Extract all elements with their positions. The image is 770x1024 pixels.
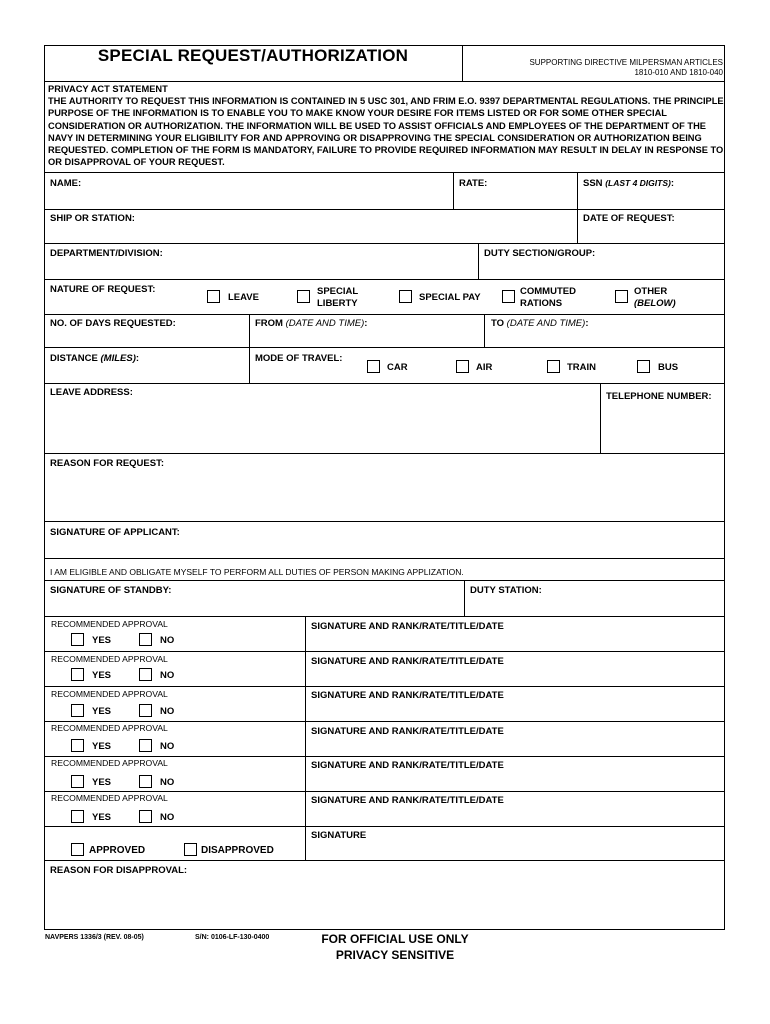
no-checkbox[interactable]: [139, 704, 152, 717]
yes-checkbox[interactable]: [71, 704, 84, 717]
to-note: (DATE AND TIME): [506, 318, 586, 329]
signature-rank-field[interactable]: SIGNATURE AND RANK/RATE/TITLE/DATE: [311, 760, 504, 771]
to-field[interactable]: [491, 318, 588, 329]
stock-number: S/N: 0106-LF-130-0400: [195, 934, 270, 941]
form-number: NAVPERS 1336/3 (REV. 08-05): [45, 934, 144, 941]
disapproved-label: DISAPPROVED: [201, 845, 274, 856]
directive-line-1: SUPPORTING DIRECTIVE MILPERSMAN ARTICLES: [529, 58, 723, 67]
form-border-right: [724, 45, 725, 930]
reason-for-disapproval-field[interactable]: REASON FOR DISAPPROVAL:: [50, 865, 188, 876]
official-use-notice: FOR OFFICIAL USE ONLY: [321, 932, 469, 946]
train-checkbox[interactable]: [547, 360, 560, 373]
signature-rank-field[interactable]: SIGNATURE AND RANK/RATE/TITLE/DATE: [311, 656, 504, 667]
directive-line-2: 1810-010 AND 1810-040: [634, 68, 723, 77]
commuted-label: COMMUTED: [520, 286, 576, 297]
name-field[interactable]: NAME:: [50, 178, 82, 189]
no-label: NO: [160, 812, 175, 823]
no-label: NO: [160, 741, 175, 752]
from-label: FROM: [255, 318, 283, 329]
from-note: (DATE AND TIME): [285, 318, 365, 329]
ssn-field[interactable]: [583, 178, 674, 189]
leave-label: LEAVE: [228, 292, 259, 303]
yes-checkbox[interactable]: [71, 739, 84, 752]
distance-colon: :: [135, 353, 140, 364]
no-label: NO: [160, 635, 175, 646]
form-title: SPECIAL REQUEST/AUTHORIZATION: [97, 46, 409, 65]
ssn-colon: :: [670, 178, 674, 189]
privacy-sensitive-notice: PRIVACY SENSITIVE: [335, 948, 455, 962]
no-label: NO: [160, 706, 175, 717]
yes-label: YES: [92, 777, 112, 788]
recommended-approval-label: RECOMMENDED APPROVAL: [51, 654, 168, 664]
special-pay-checkbox[interactable]: [399, 290, 412, 303]
distance-field[interactable]: [50, 353, 139, 364]
special-label: SPECIAL: [317, 286, 359, 297]
special-pay-label: SPECIAL PAY: [419, 292, 481, 303]
signature-rank-field[interactable]: SIGNATURE AND RANK/RATE/TITLE/DATE: [311, 621, 504, 632]
yes-checkbox[interactable]: [71, 668, 84, 681]
no-checkbox[interactable]: [139, 739, 152, 752]
other-label: OTHER: [634, 286, 668, 297]
form-border-left: [44, 45, 45, 930]
from-colon: :: [364, 318, 368, 329]
from-field[interactable]: [255, 318, 367, 329]
liberty-label: LIBERTY: [317, 298, 358, 309]
rations-label: RATIONS: [520, 298, 563, 309]
header-bottom-rule: [44, 81, 725, 82]
signature-rank-field[interactable]: SIGNATURE AND RANK/RATE/TITLE/DATE: [311, 690, 504, 701]
distance-label: DISTANCE: [50, 353, 98, 364]
privacy-body: THE AUTHORITY TO REQUEST THIS INFORMATION IS CONTAINED IN 5 USC 301, AND FRIM E.O. 9397 DEPARTMENTAL REGULATIONS. THE PRINCIPLE PURPOSE OF THE INFORMATION IS TO ENABLE YOU TO MAKE KNOW YOUR DESIRE FOR ITEMS LISTED OR FOR SOME OTHER SPECIAL CONSIDERATION OR AUTHORIZATION. THE INFORMATION WILL BE USED TO ASSIST OFFICIALS AND EMPLOYEES OF THE DEPARTMENT OF THE NAVY IN DETERMINING YOUR ELIGIBILITY FOR AND APPROVING OR DISAPPROVING THE SPECIAL CONSIDERATION OR AUTHORIZATION BEING REQUESTED. COMPLETION OF THE FORM IS MANDATORY, FAILURE TO PROVIDE REQUIRED INFORMATION MAY RESULT IN DELAY IN RESPONSE TO OR DISAPPROVAL OF YOUR REQUEST.: [48, 96, 724, 168]
leave-address-field[interactable]: LEAVE ADDRESS:: [50, 387, 133, 398]
distance-note: (MILES): [100, 353, 136, 364]
no-label: NO: [160, 670, 175, 681]
final-signature-field[interactable]: SIGNATURE: [311, 830, 367, 841]
yes-label: YES: [92, 635, 112, 646]
days-requested-field[interactable]: NO. OF DAYS REQUESTED:: [50, 318, 176, 329]
ship-or-station-field[interactable]: SHIP OR STATION:: [50, 213, 135, 224]
form-border-bottom: [44, 929, 725, 930]
rate-field[interactable]: RATE:: [459, 178, 488, 189]
below-label: (BELOW): [634, 298, 676, 309]
air-label: AIR: [476, 362, 493, 373]
other-checkbox[interactable]: [615, 290, 628, 303]
reason-for-request-field[interactable]: REASON FOR REQUEST:: [50, 458, 165, 469]
bus-label: BUS: [658, 362, 679, 373]
yes-label: YES: [92, 706, 112, 717]
recommended-approval-label: RECOMMENDED APPROVAL: [51, 758, 168, 768]
ssn-note: (LAST 4 DIGITS): [605, 178, 671, 188]
yes-checkbox[interactable]: [71, 810, 84, 823]
signature-rank-field[interactable]: SIGNATURE AND RANK/RATE/TITLE/DATE: [311, 726, 504, 737]
duty-section-group-field[interactable]: DUTY SECTION/GROUP:: [484, 248, 596, 259]
no-checkbox[interactable]: [139, 668, 152, 681]
yes-label: YES: [92, 812, 112, 823]
train-label: TRAIN: [567, 362, 597, 373]
air-checkbox[interactable]: [456, 360, 469, 373]
obligation-statement: I AM ELIGIBLE AND OBLIGATE MYSELF TO PERFORM ALL DUTIES OF PERSON MAKING APPLIZATION.: [50, 567, 464, 577]
recommended-approval-label: RECOMMENDED APPROVAL: [51, 723, 168, 733]
yes-checkbox[interactable]: [71, 633, 84, 646]
yes-label: YES: [92, 670, 112, 681]
department-division-field[interactable]: DEPARTMENT/DIVISION:: [50, 248, 163, 259]
yes-label: YES: [92, 741, 112, 752]
duty-station-field[interactable]: DUTY STATION:: [470, 585, 542, 596]
no-checkbox[interactable]: [139, 775, 152, 788]
bus-checkbox[interactable]: [637, 360, 650, 373]
yes-checkbox[interactable]: [71, 775, 84, 788]
telephone-number-field[interactable]: TELEPHONE NUMBER:: [606, 391, 712, 402]
car-label: CAR: [387, 362, 408, 373]
privacy-act-statement: [48, 83, 728, 168]
ssn-label: SSN: [583, 178, 603, 189]
privacy-heading: PRIVACY ACT STATEMENT: [48, 84, 168, 94]
no-checkbox[interactable]: [139, 810, 152, 823]
disapproved-checkbox[interactable]: [184, 843, 197, 856]
recommended-approval-label: RECOMMENDED APPROVAL: [51, 619, 168, 629]
signature-rank-field[interactable]: SIGNATURE AND RANK/RATE/TITLE/DATE: [311, 795, 504, 806]
signature-of-applicant-field[interactable]: SIGNATURE OF APPLICANT:: [50, 527, 180, 538]
special-liberty-checkbox[interactable]: [297, 290, 310, 303]
header-divider: [462, 45, 463, 82]
date-of-request-field[interactable]: DATE OF REQUEST:: [583, 213, 675, 224]
to-colon: :: [585, 318, 589, 329]
to-label: TO: [491, 318, 505, 329]
leave-checkbox[interactable]: [207, 290, 220, 303]
recommended-approval-label: RECOMMENDED APPROVAL: [51, 793, 168, 803]
no-checkbox[interactable]: [139, 633, 152, 646]
mode-of-travel-label: MODE OF TRAVEL:: [255, 353, 343, 364]
approved-checkbox[interactable]: [71, 843, 84, 856]
signature-of-standby-field[interactable]: SIGNATURE OF STANDBY:: [50, 585, 172, 596]
approved-label: APPROVED: [89, 845, 146, 856]
recommended-approval-label: RECOMMENDED APPROVAL: [51, 689, 168, 699]
car-checkbox[interactable]: [367, 360, 380, 373]
nature-of-request-label: NATURE OF REQUEST:: [50, 284, 156, 295]
commuted-rations-checkbox[interactable]: [502, 290, 515, 303]
no-label: NO: [160, 777, 175, 788]
